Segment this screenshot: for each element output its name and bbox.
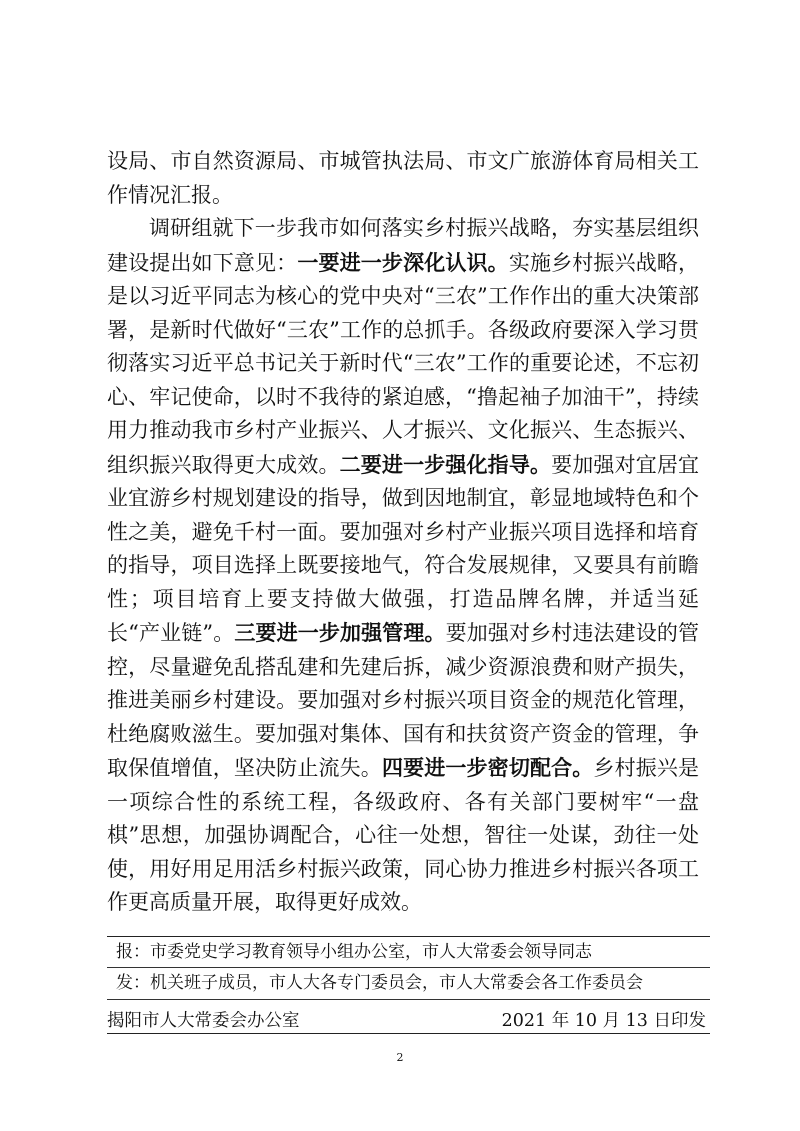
document-body xyxy=(107,145,699,920)
paragraph-continuation: 设局、市自然资源局、市城管执法局、市文广旅游体育局相关工作情况汇报。 xyxy=(107,149,699,207)
page-number: 2 xyxy=(396,1051,404,1064)
report-to-line: 报：市委党史学习教育领导小组办公室，市人大常委会领导同志 xyxy=(116,942,592,962)
footer-middle-rule xyxy=(107,967,710,968)
point4-title: 四要进一步密切配合。 xyxy=(381,755,594,780)
recommendations-intro: 调研组就下一步我市如何落实乡村振兴战略，夯实基层组织建设提出如下意见： xyxy=(107,216,699,275)
point1-title: 一要进一步深化认识。 xyxy=(297,249,509,275)
point2-text: 要加强对宜居宜业宜游乡村规划建设的指导，做到因地制宜，彰显地域特色和个性之美，避免千村一面。要加强对乡村产业振兴项目选择和培育的指导，项目选择上既要接地气，符合发展规律，又要具有前瞻性；项目培育上要支持做大做强，打造品牌名牌，并适当延长“产业链”。 xyxy=(107,452,700,645)
point3-title: 三要进一步加强管理。 xyxy=(234,620,446,645)
issue-date: 2021 年 10 月 13 日印发 xyxy=(501,1011,706,1031)
point1-text: 实施乡村振兴战略，是以习近平同志为核心的党中央对“三农”工作作出的重大决策部署，是新时代做好“三农”工作的总抓手。各级政府要深入学习贯彻落实习近平总书记关于新时代“三农”工作的重要论述，不忘初心、牢记使命，以时不我待的紧迫感，“撸起袖子加油干”，持续用力推动我市乡村产业振兴、人才振兴、文化振兴、生态振兴、组织振兴取得更大成效。 xyxy=(107,250,700,477)
footer-bottom-rule xyxy=(107,1033,710,1034)
point2-title: 二要进一步强化指导。 xyxy=(339,451,552,477)
footer-top-rule xyxy=(107,936,710,937)
point4-text: 乡村振兴是一项综合性的系统工程，各级政府、各有关部门要树牢“一盘棋”思想，加强协调配合，心往一处想，智往一处谋，劲往一处使，用好用足用活乡村振兴政策，同心协力推进乡村振兴各项工作更高质量开展，取得更好成效。 xyxy=(107,756,700,914)
footer-lower-rule xyxy=(107,999,710,1000)
point3-text: 要加强对乡村违法建设的管控，尽量避免乱搭乱建和先建后拆，减少资源浪费和财产损失，推进美丽乡村建设。要加强对乡村振兴项目资金的规范化管理，杜绝腐败滋生。要加强对集体、国有和扶贫资产资金的管理，争取保值增值，坚决防止流失。 xyxy=(107,621,700,780)
distribute-to-line: 发：机关班子成员，市人大各专门委员会，市人大常委会各工作委员会 xyxy=(116,973,643,993)
paragraph-recommendations xyxy=(107,212,699,920)
issuing-office: 揭阳市人大常委会办公室 xyxy=(107,1011,300,1031)
